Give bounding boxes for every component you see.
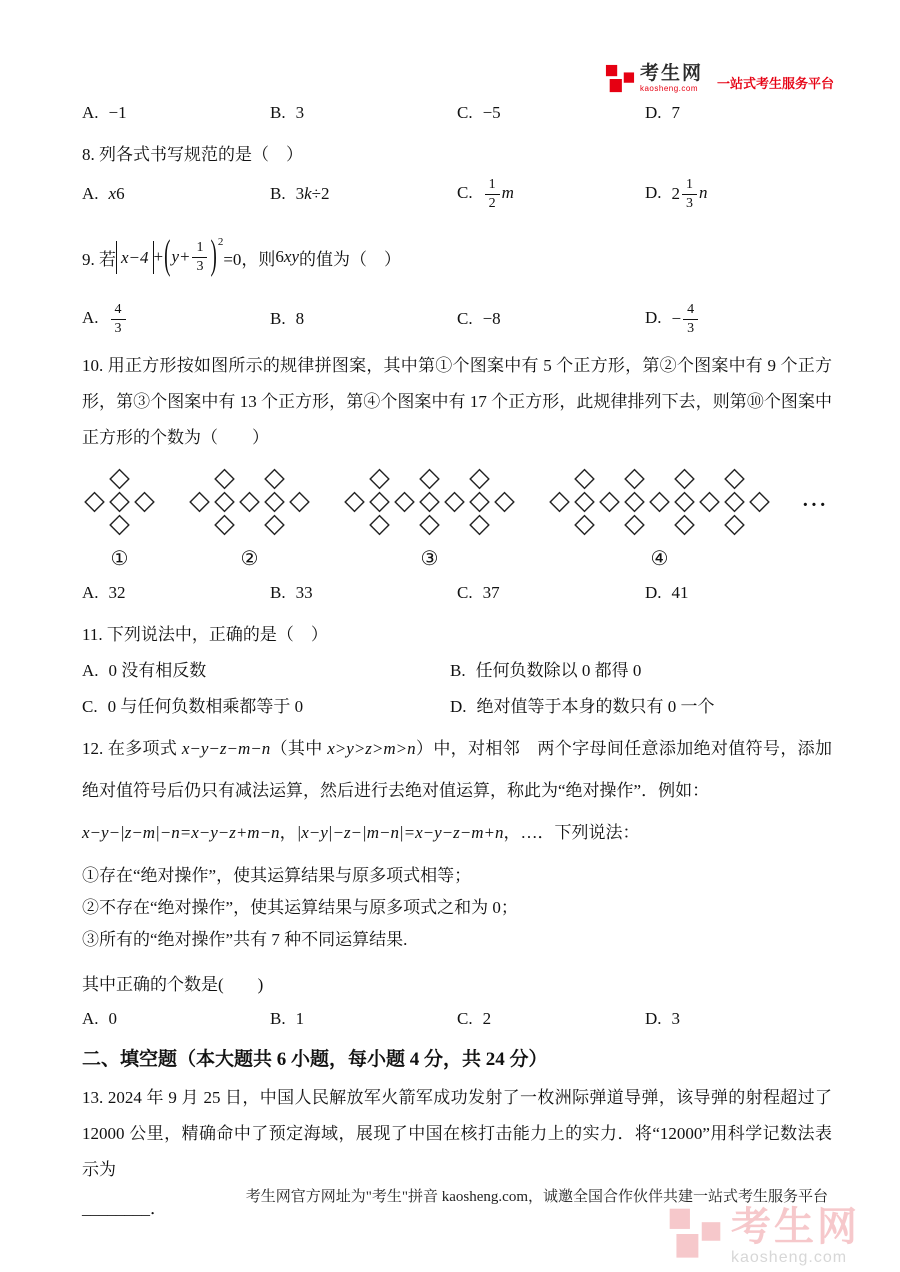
diamond-icon: ◇ bbox=[469, 508, 490, 539]
diamond-icon: ◇ bbox=[289, 485, 310, 516]
q12-option-a: A. 0 bbox=[82, 1009, 118, 1028]
diamond-icon: ◇ bbox=[724, 462, 745, 493]
diamond-icon: ◇ bbox=[549, 485, 570, 516]
q12-statement-3: ③所有的“绝对操作”共有 7 种不同运算结果. bbox=[82, 930, 408, 949]
diamond-icon: ◇ bbox=[344, 485, 365, 516]
q8-option-d: D. 2 $\frac{1}{3}$ n bbox=[645, 177, 708, 211]
q7-options-row bbox=[82, 0, 832, 124]
figure-ellipsis: ··· bbox=[802, 494, 829, 516]
absolute-value: x−4 bbox=[116, 241, 154, 274]
diamond-icon: ◇ bbox=[674, 485, 695, 516]
diamond-icon: ◇ bbox=[574, 485, 595, 516]
q11-option-b: B. 任何负数除以 0 都得 0 bbox=[450, 661, 642, 680]
diamond-icon: ◇ bbox=[674, 462, 695, 493]
fraction: $\frac{4}{3}$ bbox=[683, 301, 698, 337]
q11-options-row2 bbox=[82, 692, 832, 714]
diamond-icon: ◇ bbox=[674, 508, 695, 539]
diamond-icon: ◇ bbox=[419, 508, 440, 539]
diamond-icon: ◇ bbox=[109, 462, 130, 493]
big-paren-close: ) bbox=[210, 233, 217, 279]
q12-ask: 其中正确的个数是( ) bbox=[82, 975, 264, 994]
diamond-icon: ◇ bbox=[469, 485, 490, 516]
diamond-icon: ◇ bbox=[599, 485, 620, 516]
kaosheng-logo bbox=[605, 64, 834, 94]
q12-example-formulas: x−y−|z−m|−n=x−y−z+m−n，|x−y|−z−|m−n|=x−y−z−m+n，…．下列说法： bbox=[82, 823, 640, 842]
brand-tagline: 一站式考生服务平台 bbox=[716, 76, 834, 91]
diamond-icon: ◇ bbox=[624, 508, 645, 539]
exponent: 2 bbox=[217, 236, 224, 248]
q12-option-c: C. 2 bbox=[457, 1009, 492, 1028]
q9-option-d: D. − $\frac{4}{3}$ bbox=[645, 301, 832, 337]
pattern-label: ① bbox=[110, 546, 129, 570]
q9-option-c: C. −8 bbox=[457, 309, 501, 328]
watermark-text bbox=[731, 1207, 860, 1266]
q7-option-a: A. −1 bbox=[82, 103, 127, 122]
section2-title: 二、填空题（本大题共 6 小题，每小题 4 分，共 24 分） bbox=[82, 1049, 548, 1070]
kaosheng-watermark bbox=[668, 1207, 860, 1266]
diamond-icon: ◇ bbox=[214, 462, 235, 493]
diamond-icon: ◇ bbox=[134, 485, 155, 516]
diamond-icon: ◇ bbox=[574, 462, 595, 493]
diamond-icon: ◇ bbox=[494, 485, 515, 516]
diamond-icon: ◇ bbox=[649, 485, 670, 516]
q7-option-c: C. −5 bbox=[457, 103, 501, 122]
brand-domain: kaosheng.com bbox=[639, 84, 698, 93]
fraction: $\frac{1}{3}$ bbox=[682, 176, 697, 212]
q11-option-a: A. 0 没有相反数 bbox=[82, 661, 207, 680]
q12-option-d: D. 3 bbox=[645, 1009, 681, 1028]
q10-options-row bbox=[82, 582, 832, 604]
q9-stem: 9. 若 x−4 + ( y+ $\frac{1}{3}$ ) 2 =0，则 6 xy 的值为（ ） bbox=[82, 228, 832, 286]
q12-options-row bbox=[82, 1008, 832, 1030]
fraction: $\frac{1}{3}$ bbox=[192, 239, 207, 275]
fraction: $\frac{1}{2}$ bbox=[485, 176, 500, 212]
q10-figure bbox=[82, 462, 832, 570]
pattern-5-squares bbox=[82, 462, 157, 570]
diamond-icon: ◇ bbox=[624, 462, 645, 493]
q10-stem: 10. 用正方形按如图所示的规律拼图案，其中第①个图案中有 5 个正方形，第②个图案中有 9 个正方形，第③个图案中有 13 个正方形，第④个图案中有 17 个正方形，此规律排列下去，则第⑩个图案中正方形的个数为（ ） bbox=[82, 356, 832, 447]
q12-statement-2: ②不存在“绝对操作”，使其运算结果与原多项式之和为 0； bbox=[82, 898, 518, 917]
q10-option-b: B. 33 bbox=[270, 583, 313, 602]
q12-statement-1: ①存在“绝对操作”，使其运算结果与原多项式相等； bbox=[82, 866, 472, 885]
watermark-brand-domain: kaosheng.com bbox=[731, 1249, 848, 1266]
q12-option-b: B. 1 bbox=[270, 1009, 305, 1028]
q11-options-row1 bbox=[82, 656, 832, 678]
diamond-icon: ◇ bbox=[239, 485, 260, 516]
diamond-icon: ◇ bbox=[444, 485, 465, 516]
diamond-icon: ◇ bbox=[749, 485, 770, 516]
diamond-icon: ◇ bbox=[469, 462, 490, 493]
q10-option-a: A. 32 bbox=[82, 583, 126, 602]
diamond-icon: ◇ bbox=[699, 485, 720, 516]
big-paren-open: ( bbox=[164, 233, 171, 279]
pattern-9-squares bbox=[187, 462, 312, 570]
q8-options-row bbox=[82, 170, 832, 218]
diamond-icon: ◇ bbox=[624, 485, 645, 516]
q12-stem: 12. 在多项式 x−y−z−m−n（其中 x>y>z>m>n）中，对相邻 两个字母间任意添加绝对值符号，添加绝对值符号后仍只有减法运算，然后进行去绝对值运算，称此为“绝对操作”．例如： x−y−|z−m|−n=x−y−z+m−n，|x−y|−z−|m−n|=x−y−z−m+n，…．下列说法： bbox=[82, 739, 833, 842]
q9-option-b: B. 8 bbox=[270, 309, 305, 328]
diamond-icon: ◇ bbox=[109, 485, 130, 516]
diamond-icon: ◇ bbox=[189, 485, 210, 516]
fraction: $\frac{4}{3}$ bbox=[111, 301, 126, 337]
diamond-icon: ◇ bbox=[574, 508, 595, 539]
diamond-icon: ◇ bbox=[419, 485, 440, 516]
diamond-icon: ◇ bbox=[264, 508, 285, 539]
q8-option-b: B. 3k÷2 bbox=[270, 184, 330, 203]
diamond-icon: ◇ bbox=[214, 508, 235, 539]
diamond-icon: ◇ bbox=[394, 485, 415, 516]
kaosheng-watermark-icon bbox=[668, 1207, 722, 1261]
kaosheng-logo-icon bbox=[605, 64, 635, 94]
diamond-icon: ◇ bbox=[419, 462, 440, 493]
watermark-brand-name: 考生网 bbox=[731, 1205, 860, 1249]
brand-name: 考生网 bbox=[639, 63, 703, 84]
q9-option-a: A. $\frac{4}{3}$ bbox=[82, 301, 270, 337]
q13-stem: 13. 2024 年 9 月 25 日，中国人民解放军火箭军成功发射了一枚洲际弹道导弹，该导弹的射程超过了 12000 公里，精确命中了预定海域，展现了中国在核打击能力上的实力．将“12000”用科学记数法表示为 bbox=[82, 1088, 832, 1179]
q8-option-a: A. x6 bbox=[82, 184, 125, 203]
q10-option-d: D. 41 bbox=[645, 583, 689, 602]
q11-option-c: C. 0 与任何负数相乘都等于 0 bbox=[82, 697, 304, 716]
diamond-icon: ◇ bbox=[724, 485, 745, 516]
q7-option-b: B. 3 bbox=[270, 103, 305, 122]
footer-text: 考生网官方网址为"考生"拼音 kaosheng.com，诚邀全国合作伙伴共建一站式考生服务平台 bbox=[245, 1189, 828, 1205]
q11-stem: 11. 下列说法中，正确的是（ ） bbox=[82, 625, 328, 644]
diamond-icon: ◇ bbox=[214, 485, 235, 516]
q8-option-c: C. $\frac{1}{2}$ m bbox=[457, 177, 514, 211]
diamond-icon: ◇ bbox=[369, 485, 390, 516]
pattern-17-squares bbox=[547, 462, 772, 570]
q9-options-row bbox=[82, 296, 832, 342]
q8-stem: 8. 列各式书写规范的是（ ） bbox=[82, 145, 303, 164]
q12-statements bbox=[82, 860, 832, 956]
diamond-icon: ◇ bbox=[109, 508, 130, 539]
diamond-icon: ◇ bbox=[369, 462, 390, 493]
pattern-label: ④ bbox=[650, 546, 669, 570]
q7-option-d: D. 7 bbox=[645, 103, 681, 122]
logo-text bbox=[640, 64, 703, 93]
q13-answer-blank: ________． bbox=[82, 1199, 167, 1218]
pattern-13-squares bbox=[342, 462, 517, 570]
diamond-icon: ◇ bbox=[369, 508, 390, 539]
q10-option-c: C. 37 bbox=[457, 583, 500, 602]
diamond-icon: ◇ bbox=[84, 485, 105, 516]
pattern-label: ② bbox=[240, 546, 259, 570]
q11-option-d: D. 绝对值等于本身的数只有 0 一个 bbox=[450, 697, 715, 716]
diamond-icon: ◇ bbox=[724, 508, 745, 539]
diamond-icon: ◇ bbox=[264, 485, 285, 516]
pattern-label: ③ bbox=[420, 546, 439, 570]
diamond-icon: ◇ bbox=[264, 462, 285, 493]
